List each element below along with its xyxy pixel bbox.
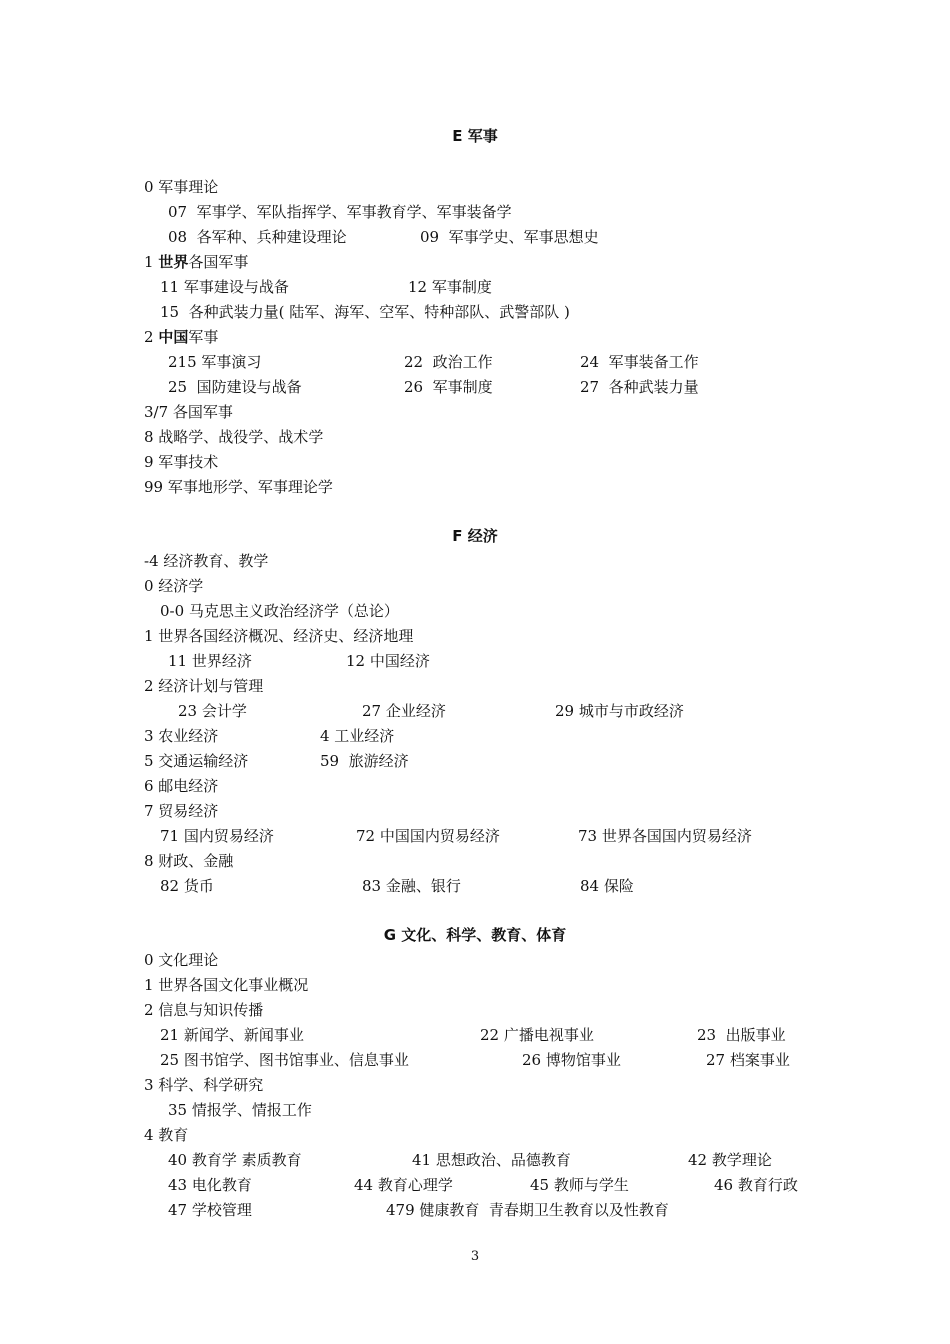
class-number: 1: [144, 253, 159, 271]
class-line: 3 科学、科学研究: [144, 1076, 264, 1094]
class-line: 27 各种武装力量: [580, 378, 699, 396]
class-line: 11 世界经济: [168, 652, 252, 670]
class-line: 46 教育行政: [714, 1176, 798, 1194]
class-line: 40 教育学 素质教育: [168, 1151, 302, 1169]
bold-term: 世界: [158, 253, 189, 271]
class-line: 35 情报学、情报工作: [168, 1101, 312, 1119]
class-line: 15 各种武装力量( 陆军、海军、空军、特种部队、武警部队 ): [160, 303, 570, 321]
class-line: 59 旅游经济: [320, 752, 409, 770]
class-line: 215 军事演习: [168, 353, 262, 371]
class-line: 26 军事制度: [404, 378, 493, 396]
class-line: 25 图书馆学、图书馆事业、信息事业: [160, 1051, 409, 1069]
page-number: 3: [470, 1249, 480, 1264]
class-line: 99 军事地形学、军事理论学: [144, 478, 333, 496]
class-text: 军事: [188, 328, 219, 346]
class-line: 8 战略学、战役学、战术学: [144, 428, 324, 446]
class-line: 12 中国经济: [346, 652, 430, 670]
class-text: 各国军事: [188, 253, 249, 271]
class-line: [144, 327, 218, 347]
class-line: 4 教育: [144, 1126, 189, 1144]
class-line: 44 教育心理学: [354, 1176, 453, 1194]
class-line: [144, 252, 248, 272]
class-line: 12 军事制度: [408, 278, 492, 296]
class-line: -4 经济教育、教学: [144, 552, 269, 570]
class-line: 72 中国国内贸易经济: [356, 827, 500, 845]
class-line: 42 教学理论: [688, 1151, 772, 1169]
class-line: 2 信息与知识传播: [144, 1001, 264, 1019]
class-line: 23 出版事业: [697, 1026, 786, 1044]
class-line: 0 经济学: [144, 577, 204, 595]
class-line: 26 博物馆事业: [522, 1051, 621, 1069]
class-line: 5 交通运输经济: [144, 752, 249, 770]
class-line: 24 军事装备工作: [580, 353, 699, 371]
class-line: 7 贸易经济: [144, 802, 219, 820]
class-line: 43 电化教育: [168, 1176, 252, 1194]
class-line: 71 国内贸易经济: [160, 827, 274, 845]
class-line: 1 世界各国经济概况、经济史、经济地理: [144, 627, 414, 645]
class-line: 84 保险: [580, 877, 634, 895]
class-line: 22 广播电视事业: [480, 1026, 594, 1044]
class-line: 1 世界各国文化事业概况: [144, 976, 309, 994]
class-line: 11 军事建设与战备: [160, 278, 289, 296]
class-line: 22 政治工作: [404, 353, 493, 371]
class-line: 9 军事技术: [144, 453, 219, 471]
class-line: 82 货币: [160, 877, 214, 895]
class-line: 47 学校管理: [168, 1201, 252, 1219]
class-line: 09 军事学史、军事思想史: [420, 228, 599, 246]
class-line: 2 经济计划与管理: [144, 677, 264, 695]
bold-term: 中国: [158, 328, 189, 346]
class-line: 8 财政、金融: [144, 852, 234, 870]
class-line: 0 文化理论: [144, 951, 219, 969]
class-line: 25 国防建设与战备: [168, 378, 302, 396]
class-line: 41 思想政治、品德教育: [412, 1151, 571, 1169]
section-heading-g: G 文化、科学、教育、体育: [383, 926, 567, 944]
class-line: 3 农业经济: [144, 727, 219, 745]
class-line: 0-0 马克思主义政治经济学（总论）: [160, 602, 399, 620]
section-heading-f: F 经济: [452, 527, 498, 545]
class-line: 73 世界各国国内贸易经济: [578, 827, 752, 845]
class-line: 07 军事学、军队指挥学、军事教育学、军事装备学: [168, 203, 512, 221]
class-line: 08 各军种、兵种建设理论: [168, 228, 347, 246]
class-line: 4 工业经济: [320, 727, 395, 745]
section-heading-e: E 军事: [452, 127, 498, 145]
class-line: 45 教师与学生: [530, 1176, 629, 1194]
class-line: 0 军事理论: [144, 178, 219, 196]
class-line: 3/7 各国军事: [144, 403, 233, 421]
class-line: 27 档案事业: [706, 1051, 790, 1069]
class-line: 21 新闻学、新闻事业: [160, 1026, 304, 1044]
class-line: 479 健康教育 青春期卫生教育以及性教育: [386, 1201, 669, 1219]
class-line: 6 邮电经济: [144, 777, 219, 795]
class-number: 2: [144, 328, 159, 346]
class-line: 23 会计学: [178, 702, 247, 720]
class-line: 29 城市与市政经济: [555, 702, 684, 720]
class-line: 27 企业经济: [362, 702, 446, 720]
class-line: 83 金融、银行: [362, 877, 461, 895]
